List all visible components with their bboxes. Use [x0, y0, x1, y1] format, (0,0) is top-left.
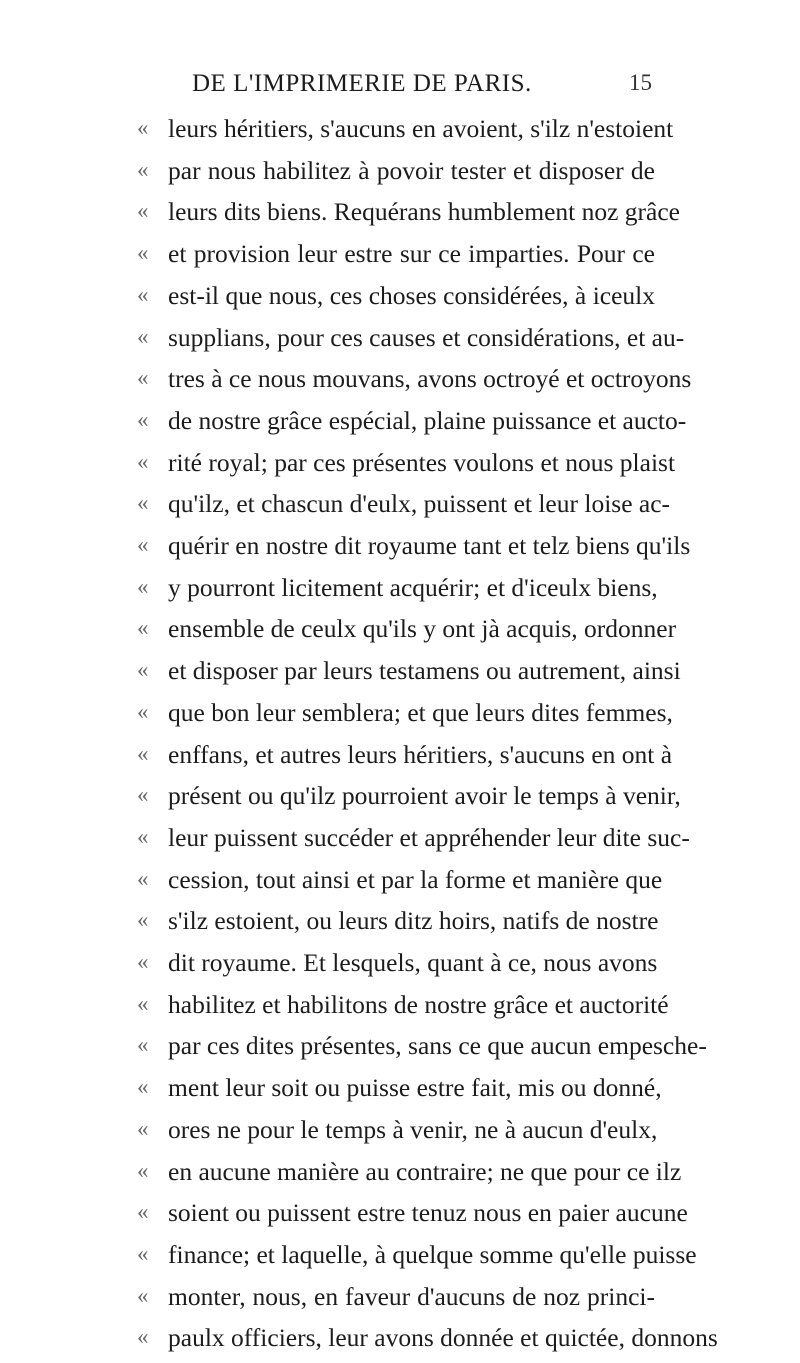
text-line [0, 154, 800, 196]
quote-mark: « [137, 698, 149, 724]
line-text: supplians, pour ces causes et considérations, et au- [168, 322, 685, 352]
text-line [0, 988, 800, 1030]
quote-mark: « [137, 1199, 149, 1225]
text-line [0, 1071, 800, 1113]
line-text: de nostre grâce espécial, plaine puissance et aucto- [168, 405, 687, 435]
quote-mark: « [137, 657, 149, 683]
line-text: y pourront licitement acquérir; et d'iceulx biens, [168, 572, 658, 602]
quote-mark: « [137, 949, 149, 974]
text-line [0, 1155, 800, 1197]
quote-mark: « [137, 990, 149, 1016]
quote-mark: « [137, 865, 149, 891]
line-text: et provision leur estre sur ce imparties. Pour ce [168, 239, 655, 269]
line-text: enffans, et autres leurs héritiers, s'aucuns en ont à [168, 739, 673, 769]
text-line [0, 571, 800, 613]
quote-mark: « [137, 907, 149, 933]
quote-mark: « [137, 198, 149, 224]
text-line [0, 1029, 800, 1071]
line-text: et disposer par leurs testamens ou autrement, ainsi [168, 656, 681, 686]
quote-mark: « [137, 240, 149, 266]
quote-mark: « [137, 490, 149, 516]
running-head [0, 64, 800, 104]
text-line [0, 654, 800, 696]
line-text: ores ne pour le temps à venir, ne à aucun d'eulx, [168, 1114, 658, 1144]
line-text: cession, tout ainsi et par la forme et manière que [168, 864, 663, 894]
text-line [0, 237, 800, 279]
line-text: que bon leur semblera; et que leurs dites femmes, [168, 697, 673, 727]
text-line [0, 446, 800, 488]
line-text: dit royaume. Et lesquels, quant à ce, nous avons [168, 948, 658, 977]
quote-mark: « [137, 1324, 149, 1350]
text-line [0, 863, 800, 905]
quote-mark: « [137, 615, 149, 641]
running-title: DE L'IMPRIMERIE DE PARIS. [192, 70, 532, 97]
text-line [0, 1238, 800, 1280]
line-text: rité royal; par ces présentes voulons et nous plaist [168, 447, 676, 477]
text-line [0, 1113, 800, 1155]
text-line [0, 195, 800, 237]
line-text: qu'ilz, et chascun d'eulx, puissent et leur loise ac- [168, 489, 671, 519]
text-line [0, 1321, 800, 1363]
line-text: tres à ce nous mouvans, avons octroyé et octroyons [168, 364, 692, 394]
line-text: par nous habilitez à povoir tester et disposer de [168, 155, 655, 185]
line-text: finance; et laquelle, à quelque somme qu'elle puisse [168, 1239, 697, 1269]
line-text: leurs héritiers, s'aucuns en avoient, s'ilz n'estoient [168, 114, 674, 143]
text-line [0, 946, 800, 988]
line-text: ensemble de ceulx qu'ils y ont jà acquis, ordonner [168, 614, 677, 644]
line-text: soient ou puissent estre tenuz nous en paier aucune [168, 1198, 688, 1228]
text-line [0, 821, 800, 863]
line-text: habilitez et habilitons de nostre grâce et auctorité [168, 989, 669, 1019]
text-line [0, 529, 800, 571]
line-text: présent ou qu'ilz pourroient avoir le temps à venir, [168, 781, 681, 811]
quote-mark: « [137, 1074, 149, 1100]
text-line [0, 738, 800, 780]
quote-mark: « [137, 1282, 149, 1308]
line-text: par ces dites présentes, sans ce que aucun empesche- [168, 1031, 707, 1061]
text-line [0, 112, 800, 154]
line-text: ment leur soit ou puisse estre fait, mis ou donné, [168, 1073, 662, 1103]
text-line [0, 904, 800, 946]
quote-mark: « [137, 1240, 149, 1266]
quote-mark: « [137, 1115, 149, 1141]
quote-mark: « [137, 573, 149, 599]
quote-mark: « [137, 115, 149, 140]
text-line [0, 696, 800, 738]
text-line [0, 404, 800, 446]
text-line [0, 321, 800, 363]
line-text: en aucune manière au contraire; ne que pour ce ilz [168, 1156, 682, 1186]
quote-mark: « [137, 1032, 149, 1058]
line-text: quérir en nostre dit royaume tant et telz biens qu'ils [168, 531, 691, 560]
quote-mark: « [137, 532, 149, 557]
quote-mark: « [137, 323, 149, 349]
text-line [0, 1280, 800, 1322]
quote-mark: « [137, 448, 149, 474]
quote-mark: « [137, 823, 149, 849]
line-text: leur puissent succéder et appréhender leur dite suc- [168, 822, 690, 852]
quote-mark: « [137, 1157, 149, 1183]
quote-mark: « [137, 406, 149, 432]
line-text: est-il que nous, ces choses considérées, à iceulx [168, 280, 655, 310]
line-text: leurs dits biens. Requérans humblement noz grâce [168, 197, 680, 227]
line-text: paulx officiers, leur avons donnée et quictée, donnons [168, 1323, 718, 1353]
quote-mark: « [137, 782, 149, 808]
line-text: monter, nous, en faveur d'aucuns de noz princi- [168, 1281, 655, 1311]
text-line [0, 1196, 800, 1238]
text-line [0, 362, 800, 404]
text-line [0, 612, 800, 654]
quote-mark: « [137, 740, 149, 766]
text-line [0, 487, 800, 529]
text-line [0, 779, 800, 821]
quote-mark: « [137, 365, 149, 391]
quote-mark: « [137, 281, 149, 307]
text-line [0, 279, 800, 321]
page-number: 15 [629, 70, 652, 95]
line-text: s'ilz estoient, ou leurs ditz hoirs, natifs de nostre [168, 906, 659, 936]
quote-mark: « [137, 156, 149, 182]
